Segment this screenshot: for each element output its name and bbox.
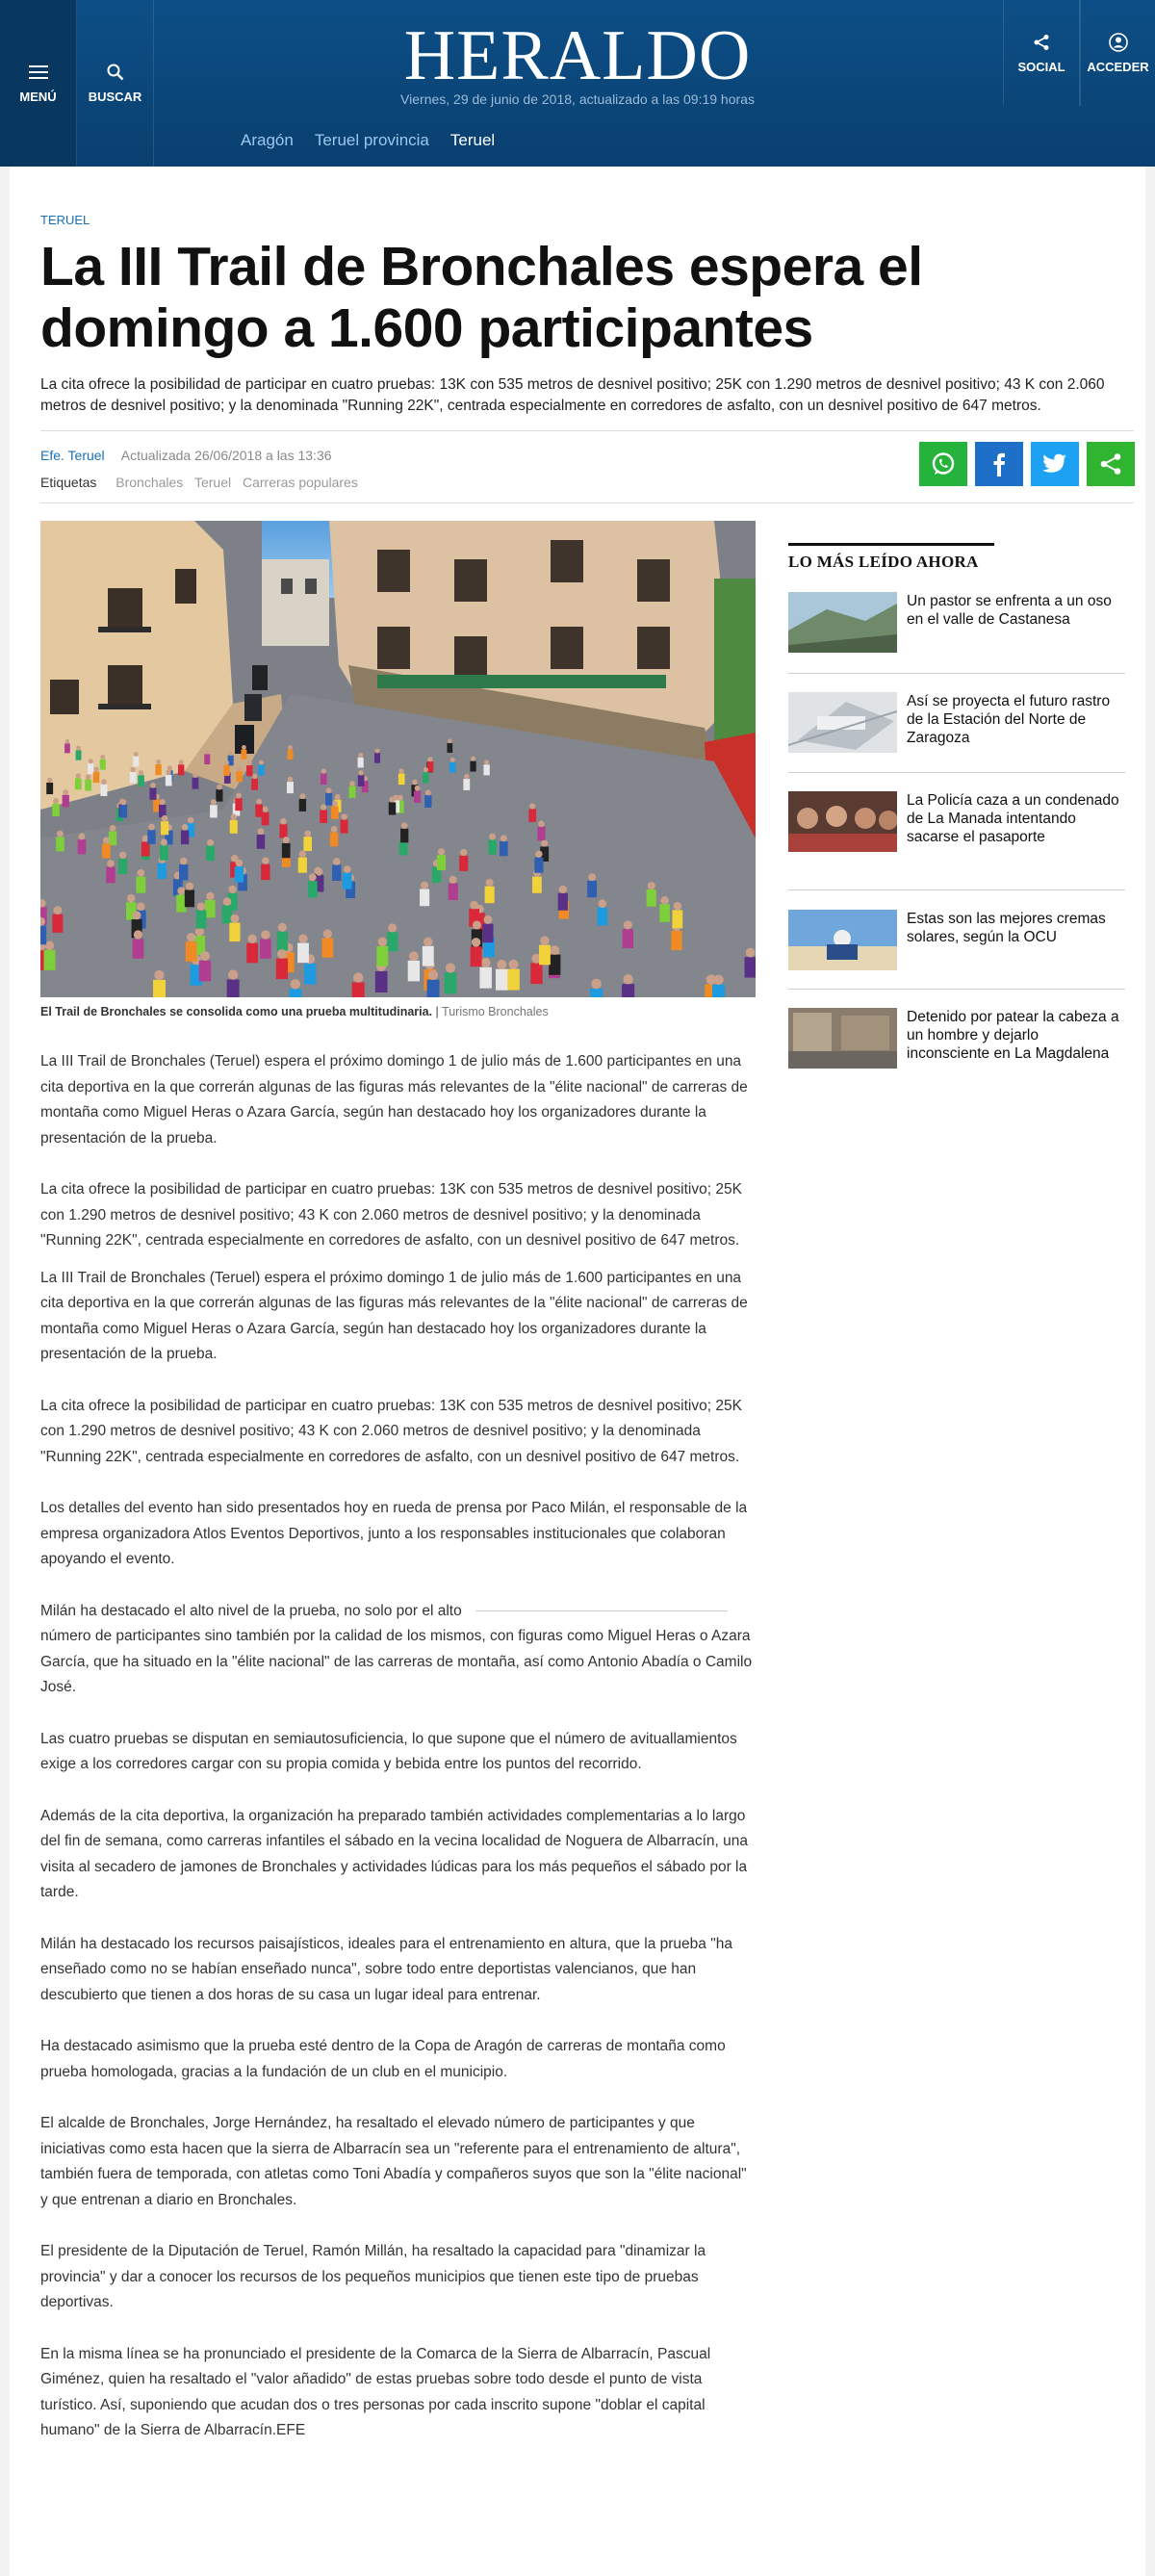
- social-button[interactable]: [1003, 0, 1080, 106]
- whatsapp-icon: [930, 451, 957, 477]
- share-buttons: [919, 442, 1135, 486]
- share-icon: [1099, 452, 1122, 476]
- nav-item-teruel[interactable]: Teruel: [449, 131, 496, 149]
- facebook-icon: [992, 451, 1006, 477]
- article-photo[interactable]: [40, 521, 756, 997]
- body-paragraph-cont: número de participantes sino también por la calidad de los mismos, con figuras como Miguel Heras o Azara García, que ha situado en la "élite nacional" de las carreras de montaña, así como Antonio Abadía o Camilo José.: [40, 1628, 753, 1695]
- search-button[interactable]: [77, 0, 154, 167]
- article-title: La III Trail de Bronchales espera el domingo a 1.600 participantes: [40, 236, 923, 359]
- divider: [788, 889, 1125, 890]
- breadcrumb-nav: [241, 131, 495, 150]
- updated-time: Actualizada 26/06/2018 a las 13:36: [120, 448, 332, 463]
- twitter-icon: [1042, 453, 1067, 475]
- body-paragraph: En la misma línea se ha pronunciado el presidente de la Comarca de la Sierra de Albarracín, Pascual Giménez, quien ha resaltado el "valor añadido" de estas pruebas sobre todo desde el punto de vista turístico. Así, suponiendo que acudan dos o tres personas por cada inscrito supone "doblar el capital humano" de la Sierra de Albarracín.EFE: [40, 2345, 711, 2438]
- divider: [40, 502, 1134, 503]
- nav-item-aragon[interactable]: Aragón: [241, 131, 294, 149]
- most-read-title: Un pastor se enfrenta a un oso en el valle de Castanesa: [907, 593, 1112, 628]
- most-read-thumbnail: [788, 910, 897, 970]
- site-logo[interactable]: HERALDO: [403, 16, 752, 95]
- caption-credit: Turismo Bronchales: [442, 1005, 549, 1018]
- divider: [788, 772, 1125, 773]
- search-icon: [105, 63, 126, 82]
- most-read-item[interactable]: [788, 692, 1125, 753]
- most-read-item[interactable]: [788, 1008, 1125, 1069]
- most-read-thumbnail: [788, 592, 897, 653]
- most-read-sidebar: [788, 543, 1134, 1062]
- body-paragraph: Los detalles del evento han sido presentados hoy en rueda de prensa por Paco Milán, el responsable de la empresa organizadora Atlos Eventos Deportivos, junto a los responsables institucionales que colaboran apoyando el evento.: [40, 1500, 748, 1567]
- generic-share-button[interactable]: [1087, 442, 1135, 486]
- login-button[interactable]: [1080, 0, 1155, 106]
- caption-text: El Trail de Bronchales se consolida como una prueba multitudinaria.: [40, 1005, 433, 1018]
- article-meta: [40, 448, 332, 463]
- facebook-share-button[interactable]: [975, 442, 1023, 486]
- body-paragraph: La cita ofrece la posibilidad de participar en cuatro pruebas: 13K con 535 metros de desnivel positivo; 25K con 1.290 metros de desnivel positivo; 43 K con 2.060 metros de desnivel positivo; y la denominada "Running 22K", centrada especialmente en corredores de asfalto, con un desnivel positivo de 647 metros.: [40, 1397, 742, 1465]
- most-read-title: Así se proyecta el futuro rastro de la Estación del Norte de Zaragoza: [907, 693, 1111, 746]
- most-read-thumbnail: [788, 1008, 897, 1069]
- whatsapp-share-button[interactable]: [919, 442, 967, 486]
- twitter-share-button[interactable]: [1031, 442, 1079, 486]
- divider: [788, 673, 1125, 674]
- search-label: BUSCAR: [88, 90, 142, 104]
- most-read-thumbnail: [788, 692, 897, 753]
- social-label: SOCIAL: [1017, 59, 1065, 74]
- share-icon: [1031, 33, 1052, 52]
- tags-row: [40, 475, 366, 490]
- author-link[interactable]: Efe. Teruel: [40, 448, 105, 463]
- most-read-title: Estas son las mejores cremas solares, según la OCU: [907, 911, 1106, 945]
- nav-item-teruel-provincia[interactable]: Teruel provincia: [314, 131, 429, 149]
- body-paragraph: El presidente de la Diputación de Teruel, Ramón Millán, ha resaltado la capacidad para "dinamizar la provincia" y dar a conocer los recursos de los pequeños municipios que tienen este tipo de pruebas deportivas.: [40, 2243, 706, 2310]
- race-crowd-photo: [40, 521, 756, 997]
- site-header: [0, 0, 1155, 167]
- body-paragraph: La III Trail de Bronchales (Teruel) espera el próximo domingo 1 de julio más de 1.600 participantes en una cita deportiva en la que correrán algunas de las figuras más relevantes de la "élite nacional" de carreras de montaña como Miguel Heras o Azara García, según han destacado hoy los organizadores durante la presentación de la prueba.: [40, 1053, 748, 1146]
- date-line: Viernes, 29 de junio de 2018, actualizado a las 09:19 horas: [400, 91, 755, 107]
- divider: [40, 430, 1134, 431]
- most-read-thumbnail: [788, 791, 897, 852]
- login-label: ACCEDER: [1087, 59, 1149, 74]
- menu-label: MENÚ: [19, 90, 57, 104]
- article-lead: La cita ofrece la posibilidad de participar en cuatro pruebas: 13K con 535 metros de desnivel positivo; 25K con 1.290 metros de desnivel positivo; 43 K con 2.060 metros de desnivel positivo; y la denominada "Running 22K", centrada especialmente en corredores de asfalto, con un desnivel positivo de 647 metros.: [40, 376, 1105, 414]
- body-paragraph: Ha destacado asimismo que la prueba esté dentro de la Copa de Aragón de carreras de montaña como prueba homologada, gracias a la fundación de un club en el municipio.: [40, 2038, 726, 2080]
- most-read-item[interactable]: [788, 592, 1125, 653]
- body-paragraph: Las cuatro pruebas se disputan en semiautosuficiencia, lo que supone que el número de avituallamientos exige a los corredores cargar con su propia comida y bebida entre los puntos del recorrido.: [40, 1730, 737, 1772]
- article-card: [10, 167, 1145, 2576]
- tag-link[interactable]: Teruel: [193, 475, 232, 490]
- tags-label: Etiquetas: [40, 475, 97, 490]
- most-read-item[interactable]: [788, 791, 1125, 852]
- hamburger-icon: [28, 63, 49, 82]
- body-paragraph: El alcalde de Bronchales, Jorge Hernández, ha resaltado el elevado número de participantes y que iniciativas como esta hacen que la sierra de Albarracín sea un "referente para el entrenamiento de altura", también fuera de temporada, con atletas como Toni Abadía y compañeros suyos que son la "élite nacional" y que entrenan a diario en Bronchales.: [40, 2115, 747, 2208]
- body-paragraph: La cita ofrece la posibilidad de participar en cuatro pruebas: 13K con 535 metros de desnivel positivo; 25K con 1.290 metros de desnivel positivo; 43 K con 2.060 metros de desnivel positivo; y la denominada "Running 22K", centrada especialmente en corredores de asfalto, con un desnivel positivo de 647 metros.: [40, 1181, 742, 1249]
- most-read-title: La Policía caza a un condenado de La Manada intentando sacarse el pasaporte: [907, 792, 1119, 845]
- most-read-title: Detenido por patear la cabeza a un hombre y dejarlo inconsciente en La Magdalena: [907, 1009, 1119, 1062]
- section-label[interactable]: TERUEL: [40, 213, 90, 227]
- user-icon: [1108, 33, 1129, 52]
- divider: [788, 989, 1125, 990]
- menu-button[interactable]: [0, 0, 77, 167]
- body-paragraph-start: Milán ha destacado el alto nivel de la prueba, no solo por el alto: [40, 1602, 462, 1619]
- inline-divider: [475, 1610, 728, 1611]
- most-read-heading: LO MÁS LEÍDO AHORA: [788, 543, 994, 572]
- body-paragraph: Además de la cita deportiva, la organización ha preparado también actividades complementarias a lo largo del fin de semana, como carreras infantiles el sábado en la vecina localidad de Noguera de Albarracín, una visita al secadero de jamones de Bronchales y actividades lúdicas para los más pequeños el sábado por la tarde.: [40, 1807, 748, 1900]
- photo-caption: [40, 1005, 549, 1018]
- body-paragraph: La III Trail de Bronchales (Teruel) espera el próximo domingo 1 de julio más de 1.600 participantes en una cita deportiva en la que correrán algunas de las figuras más relevantes de la "élite nacional" de carreras de montaña como Miguel Heras o Azara García, según han destacado hoy los organizadores durante la presentación de la prueba.: [40, 1269, 748, 1362]
- most-read-item[interactable]: [788, 910, 1125, 970]
- article-body: [40, 1049, 756, 2470]
- caption-separator: |: [435, 1005, 439, 1018]
- body-paragraph: Milán ha destacado los recursos paisajísticos, ideales para el entrenamiento en altura, que la prueba "ha enseñado como no se habían enseñado nunca", sobre todo entre deportistas valencianos, que han descubierto que tienen a dos horas de su casa un lugar ideal para entrenar.: [40, 1935, 732, 2003]
- tag-link[interactable]: Carreras populares: [242, 475, 358, 490]
- body-paragraph: [40, 1599, 756, 1701]
- tag-link[interactable]: Bronchales: [116, 475, 184, 490]
